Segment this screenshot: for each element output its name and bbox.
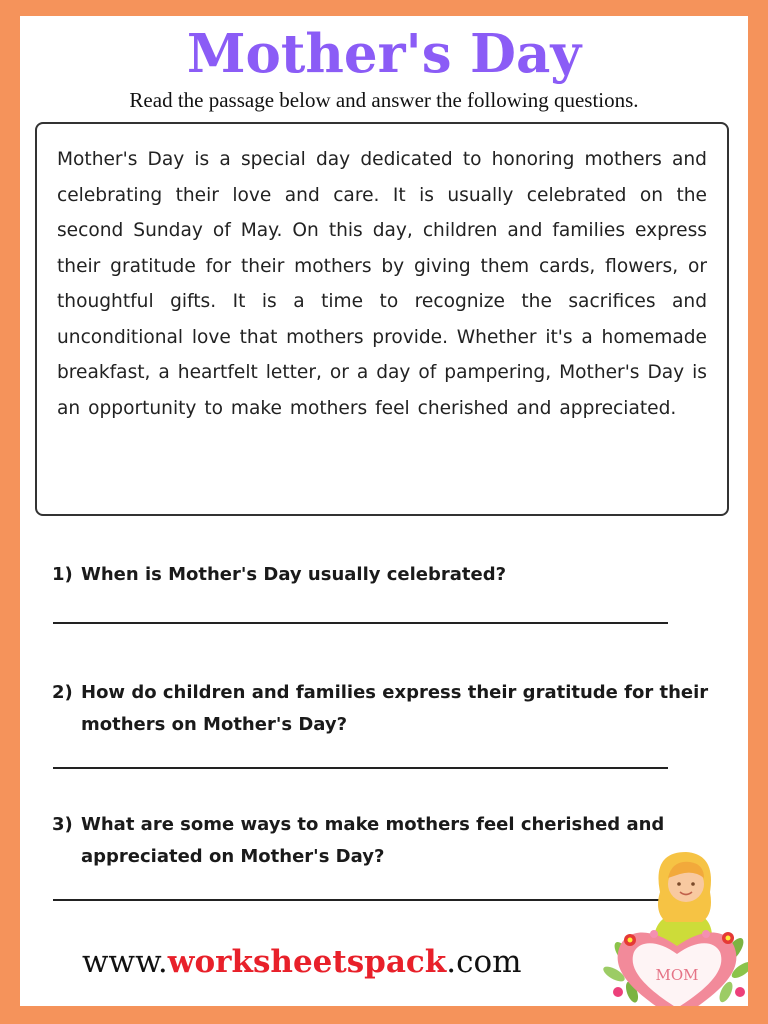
footer-prefix: www. — [82, 944, 168, 980]
mom-heart-illustration — [602, 842, 748, 1006]
footer-brand: worksheetspack — [167, 944, 447, 980]
worksheet-page — [20, 16, 748, 1006]
answer-line-1[interactable] — [53, 622, 668, 624]
question-text: How do children and families express their gratitude for their mothers on Mother's Day? — [81, 682, 709, 735]
instructions-text: Read the passage below and answer the following questions. — [129, 88, 639, 112]
question-number: 2) — [52, 682, 73, 703]
question-text: When is Mother's Day usually celebrated? — [81, 564, 507, 585]
answer-line-3[interactable] — [53, 899, 668, 901]
heart-label: MOM — [655, 966, 699, 984]
question-text: What are some ways to make mothers feel cherished and appreciated on Mother's Day? — [81, 814, 665, 867]
passage-box — [35, 122, 729, 516]
question-1 — [52, 559, 722, 591]
question-number: 1) — [52, 564, 73, 585]
footer-suffix: .com — [446, 944, 522, 980]
page-title: Mother's Day — [186, 23, 582, 85]
answer-line-2[interactable] — [53, 767, 668, 769]
website-footer[interactable] — [82, 944, 522, 980]
question-number: 3) — [52, 814, 73, 835]
passage-text: Mother's Day is a special day dedicated to honoring mothers and celebrating their love and care. It is usually celebrated on the second Sunday of May. On this day, children and families express their gratitude for their mothers by giving them cards, flowers, or thoughtful gifts. It is a time to recognize the sacrifices and unconditional love that mothers provide. Whether it's a homemade breakfast, a heartfelt letter, or a day of pampering, Mother's Day is an opportunity to make mothers feel cherished and appreciated. — [57, 149, 707, 419]
question-2 — [52, 677, 722, 741]
